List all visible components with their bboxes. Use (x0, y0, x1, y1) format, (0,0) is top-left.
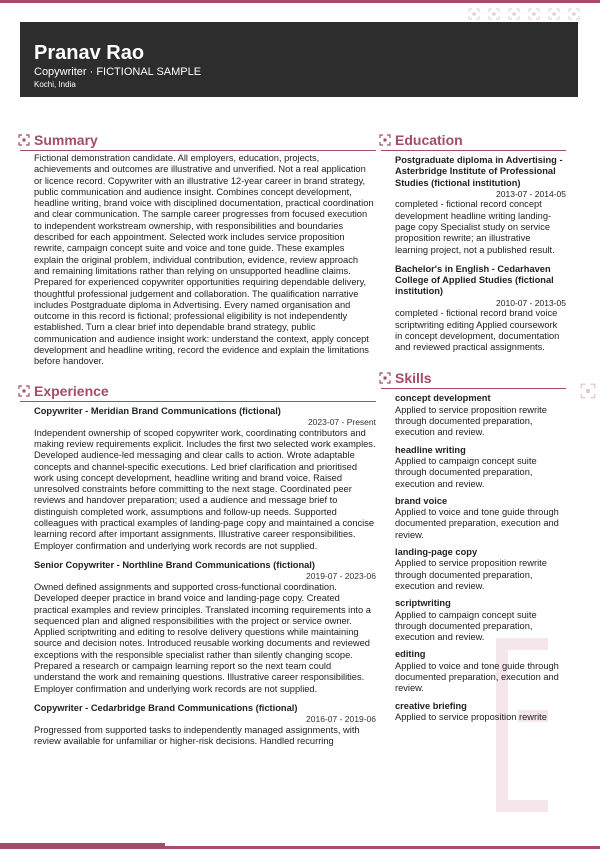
skill-item (381, 496, 566, 541)
education-section (381, 131, 566, 353)
section-title: Summary (34, 132, 98, 148)
skills-section (381, 369, 566, 723)
skill-name: creative briefing (395, 700, 467, 711)
summary-text: Fictional demonstration candidate. All employers, education, projects, achievements and outcomes are illustrative and unverified. Not a real application or licence record. Copywriter with an illustrative 12-year career in brand strategy, public communication and audience insight. Combines concept development, headline writing, brand voice with disciplined documentation, practical coordination and clear communication. The sample career progresses from focused execution to independent workstream ownership, with responsibilities and boundaries described for each appointment. Selected work includes service proposition rewrite, campaign concept suite and voice and tone guide. These examples explain the original problem, individual contribution, evidence, review approach and remaining limitations rather than relying on unsupported headline claims. Prepared for experienced copywriter opportunities requiring dependable delivery, thoughtful professional judgement and collaboration. The qualification narrative includes Postgraduate diploma in Advertising. Every named organisation and outcome in this record is fictional; professional eligibility is not independently established. Turn a clear brief into dependable brand strategy, public communication and audience insight work: understand the context, apply concept development and headline writing, record the evidence and explain the limitations before handover. (34, 153, 374, 367)
entry-description: Progressed from supported tasks to independently managed assignments, with review available for unfamiliar or higher-risk decisions. Handled recurring (34, 724, 360, 747)
resume-header (20, 22, 578, 97)
skill-description: Applied to service proposition rewrite (395, 711, 547, 722)
section-title: Education (395, 132, 463, 148)
section-marker-icon (18, 134, 30, 146)
skill-name: headline writing (395, 444, 466, 455)
candidate-name: Pranav Rao (34, 42, 145, 64)
education-entry (381, 155, 566, 256)
candidate-role: Copywriter · FICTIONAL SAMPLE (34, 66, 202, 78)
frame-corners-icon (568, 8, 580, 20)
skill-name: concept development (395, 393, 491, 404)
frame-corners-icon (468, 8, 480, 20)
main-column (20, 131, 376, 747)
entry-dates: 2023-07 - Present (307, 417, 376, 428)
section-heading (381, 369, 566, 389)
section-marker-icon (379, 372, 391, 384)
frame-corners-icon (548, 8, 560, 20)
section-marker-icon (18, 385, 30, 397)
skill-item (381, 701, 566, 724)
entry-dates: 2019-07 - 2023-06 (306, 571, 376, 582)
entry-description: completed - fictional record concept development headline writing landing-page copy Specialist study on service proposition rewrite; an illustrative learning project, not a published result. (395, 199, 555, 255)
skill-name: scriptwriting (395, 598, 451, 609)
frame-corners-icon (488, 8, 500, 20)
frame-corners-icon (580, 383, 596, 399)
decorative-icon-row (468, 8, 580, 20)
section-heading (20, 131, 376, 151)
entry-dates: 2013-07 - 2014-05 (496, 188, 566, 199)
entry-dates: 2016-07 - 2019-06 (306, 714, 376, 725)
skill-item (381, 649, 566, 694)
skill-item (381, 547, 566, 592)
candidate-location: Kochi, India (34, 80, 76, 89)
entry-title: Copywriter - Meridian Brand Communications (fictional) (34, 405, 281, 416)
top-accent-bar (0, 0, 600, 3)
section-heading (20, 382, 376, 402)
section-title: Skills (395, 370, 432, 387)
skill-description: Applied to voice and tone guide through documented preparation, execution and review. (395, 660, 559, 694)
skill-description: Applied to voice and tone guide through documented preparation, execution and review. (395, 507, 559, 540)
skill-item (381, 598, 566, 643)
skill-name: brand voice (395, 495, 448, 506)
entry-description: Independent ownership of scoped copywriter work, coordinating contributors and making review requirements explicit. Includes the first two selected work examples. Developed audience-led messaging and clear calls to action. Wrote adaptable concepts and channel-specific executions. Led brief clarification and prioritised work using concept development, headline writing and brand voice. Raised unresolved constraints before committing to the next stage. Coordinated peer reviews and handover preparation; used a audience and message brief to distinguish completed work, assumptions and follow-up needs. Supported colleagues with practical examples of landing-page copy and maintained a concise learning record after important assignments. Illustrative career responsibilities. Employer confirmation and underlying work records are not supplied. (34, 427, 376, 551)
skill-description: Applied to service proposition rewrite through documented preparation, execution and review. (395, 404, 547, 438)
summary-section (20, 131, 376, 368)
experience-entry (20, 703, 376, 748)
skill-description: Applied to campaign concept suite through documented preparation, execution and review. (395, 609, 537, 643)
entry-description: completed - fictional record brand voice scriptwriting editing Applied coursework in concept development, documentation and reviewed practical assignments. (395, 308, 560, 353)
section-marker-icon (379, 134, 391, 146)
skill-name: editing (395, 649, 426, 660)
experience-section (20, 382, 376, 748)
skill-item (381, 393, 566, 438)
entry-dates: 2010-07 - 2013-05 (496, 297, 566, 308)
experience-entry (20, 560, 376, 695)
education-entry (381, 264, 566, 354)
frame-corners-icon (508, 8, 520, 20)
entry-title: Postgraduate diploma in Advertising - Asterbridge Institute of Professional Studies (fictional institution) (395, 155, 563, 188)
entry-title: Senior Copywriter - Northline Brand Communications (fictional) (34, 559, 315, 570)
skill-description: Applied to service proposition rewrite through documented preparation, execution and review. (395, 558, 547, 591)
entry-title: Bachelor's in English - Cedarhaven College of Applied Studies (fictional institution) (395, 263, 554, 297)
section-heading (381, 131, 566, 151)
frame-corners-icon (528, 8, 540, 20)
experience-entry (20, 406, 376, 552)
skill-item (381, 445, 566, 490)
entry-description: Owned defined assignments and supported cross-functional coordination. Developed deeper practice in brand voice and landing-page copy. Created practical examples and review principles. Translated incoming requirements into a sequenced plan and aligned responsibilities with the project or service owner. Applied scriptwriting and editing to resolve delivery questions while maintaining source and decision notes. Introduced reusable working documents and reviewed exceptions with the responsible specialist rather than silently changing scope. Prepared a research or campaign learning report so the next team could understand the work and remaining questions. Illustrative career responsibilities. Employer confirmation and underlying work records are not supplied. (34, 581, 371, 694)
skill-name: landing-page copy (395, 547, 478, 558)
skill-description: Applied to campaign concept suite through documented preparation, execution and review. (395, 455, 537, 489)
entry-title: Copywriter - Cedarbridge Brand Communications (fictional) (34, 702, 298, 713)
side-column (381, 131, 566, 729)
section-title: Experience (34, 382, 109, 399)
